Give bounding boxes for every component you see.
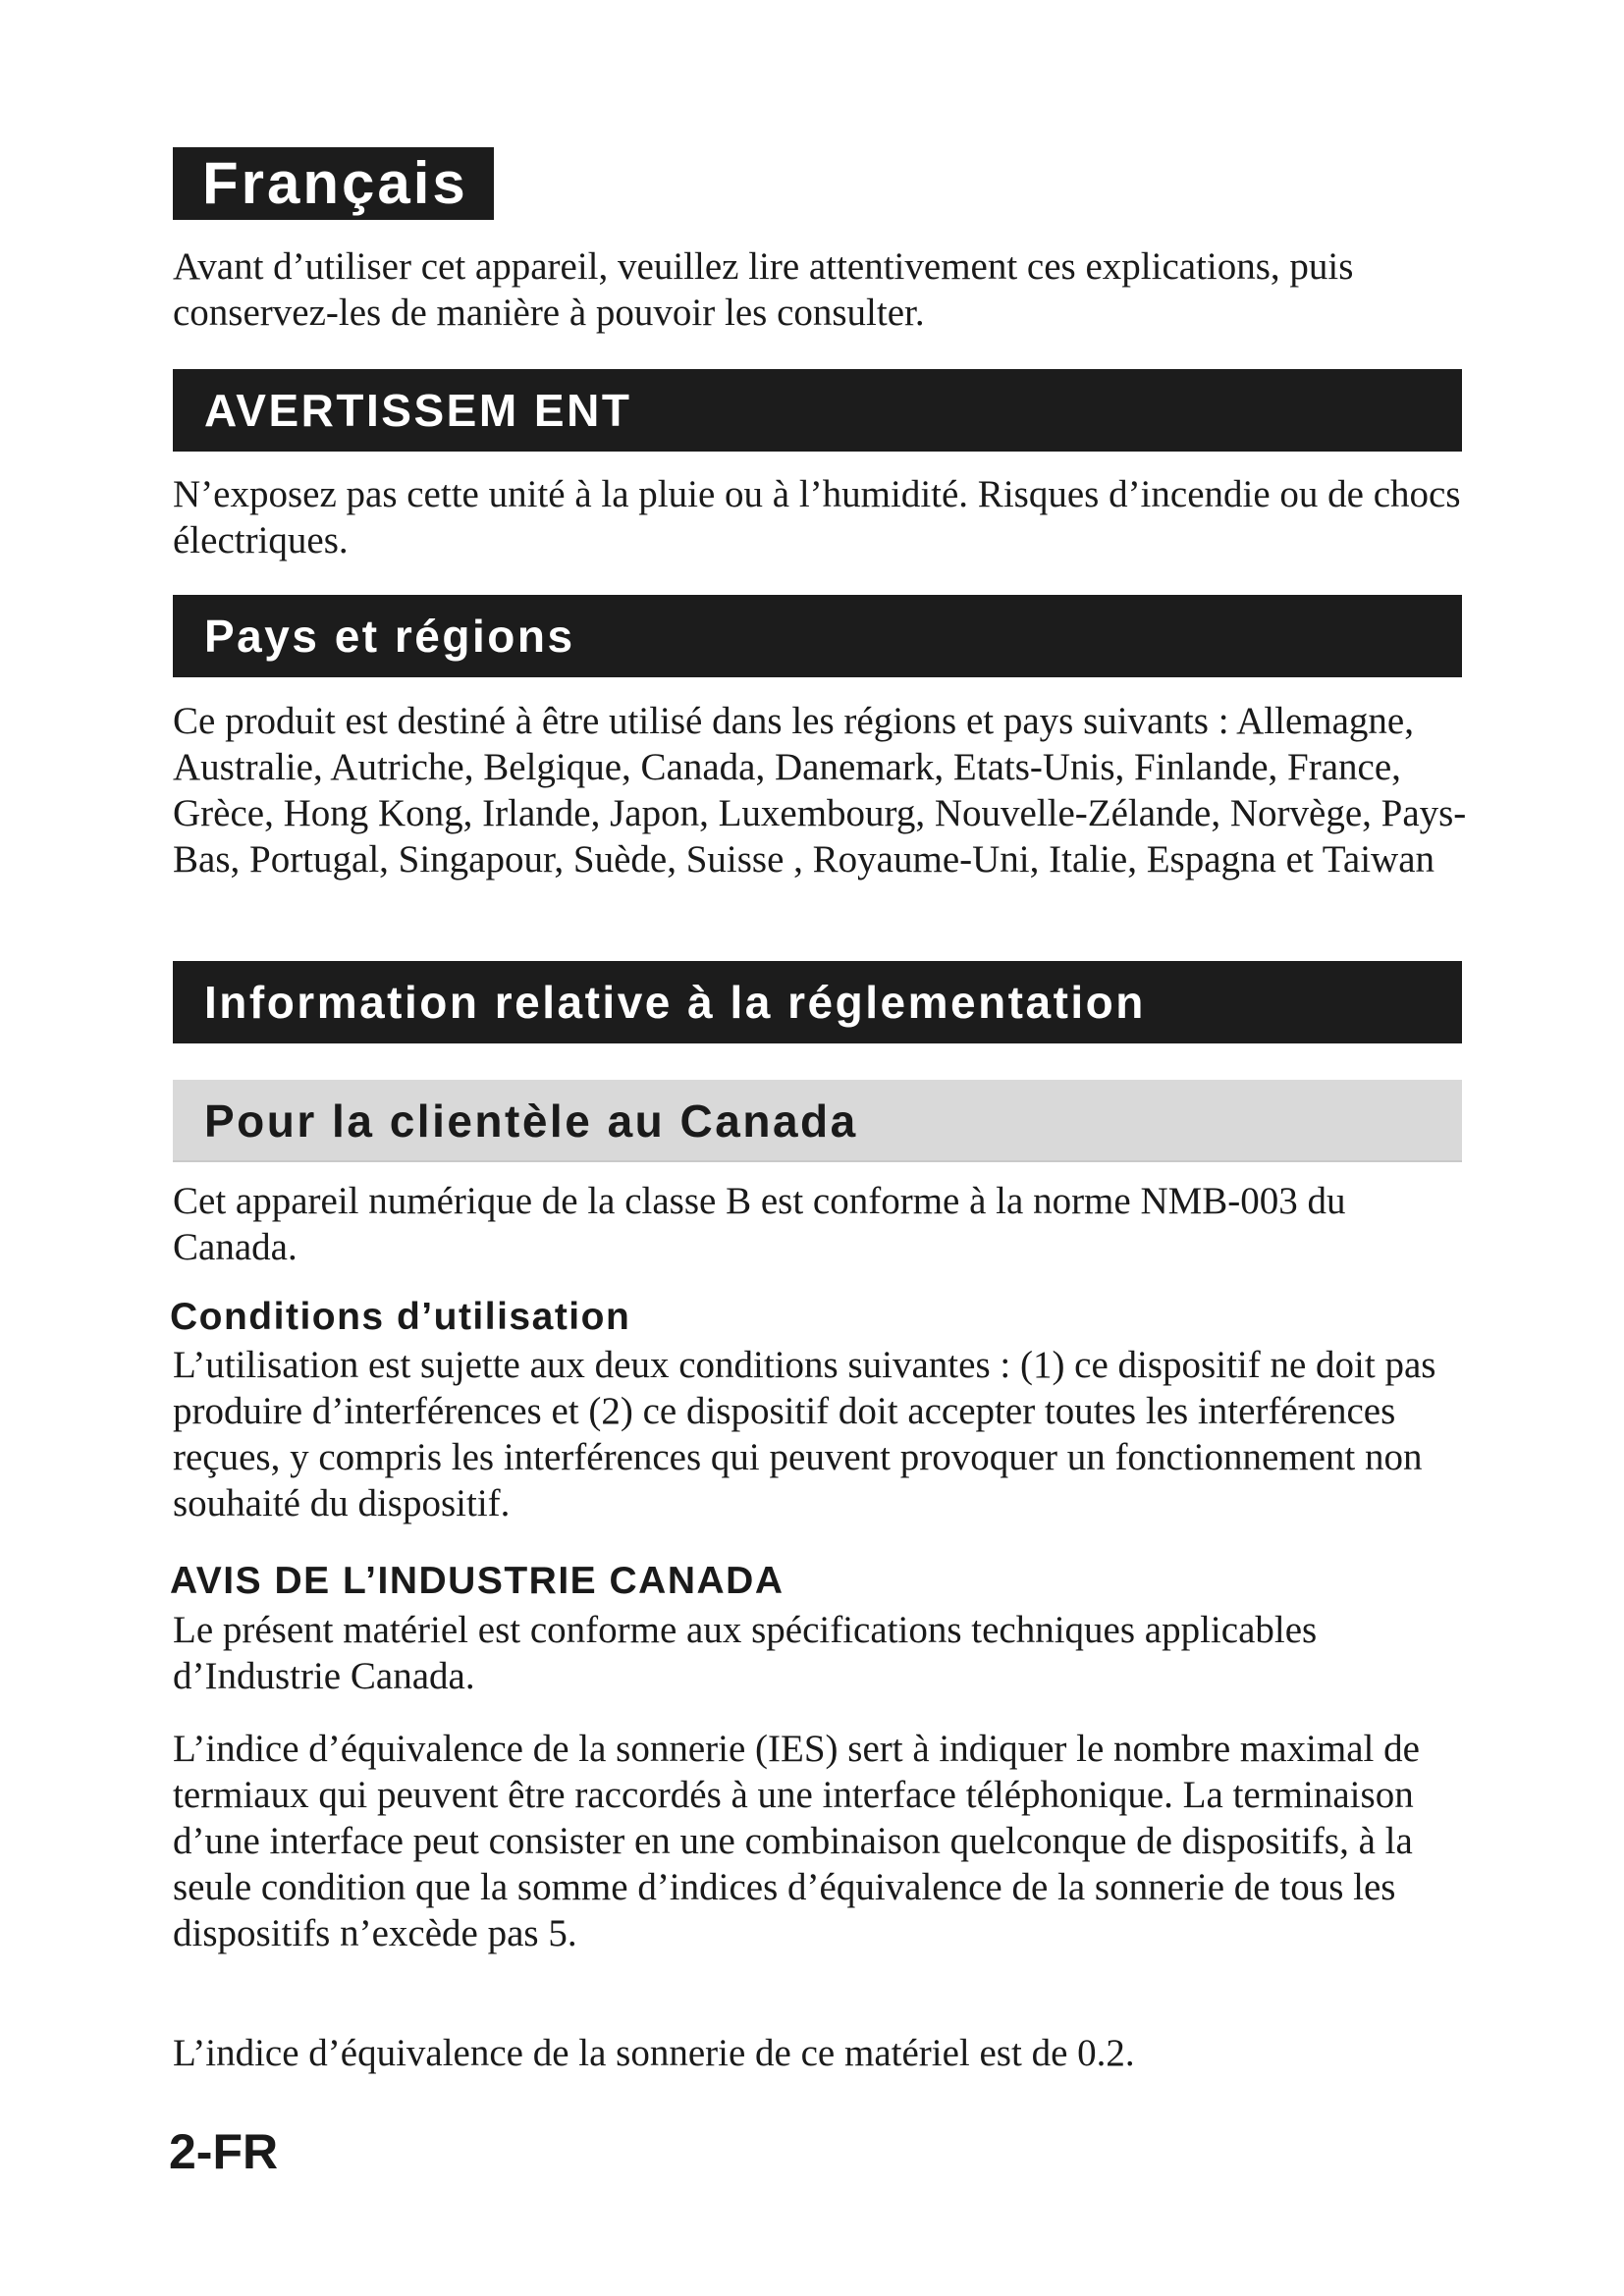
intro-paragraph: Avant d’utiliser cet appareil, veuillez lire attentivement ces explications, puis conservez-les de manière à pouvoir les consulter. bbox=[173, 245, 1354, 334]
canada-paragraph: Cet appareil numérique de la classe B est conforme à la norme NMB-003 du Canada. bbox=[173, 1180, 1346, 1268]
conditions-heading: Conditions d’utilisation bbox=[170, 1296, 631, 1338]
ies-value-paragraph: L’indice d’équivalence de la sonnerie de ce matériel est de 0.2. bbox=[173, 2032, 1135, 2074]
language-tab: Français bbox=[173, 147, 494, 220]
warning-paragraph: N’exposez pas cette unité à la pluie ou à l’humidité. Risques d’incendie ou de chocs électriques. bbox=[173, 473, 1461, 561]
subsection-header-canada: Pour la clientèle au Canada bbox=[173, 1080, 1462, 1162]
industry-canada-heading: AVIS DE L’INDUSTRIE CANADA bbox=[170, 1560, 785, 1602]
page-number: 2-FR bbox=[169, 2124, 279, 2179]
countries-paragraph: Ce produit est destiné à être utilisé dans les régions et pays suivants : Allemagne, Australie, Autriche, Belgique, Canada, Danemark, Etats-Unis, Finlande, France, Grèce, Hong Kong, Irlande, Japon, Luxembourg, Nouvelle-Zélande, Norvège, Pays-Bas, Portugal, Singapour, Suède, Suisse , Royaume-Uni, Italie, Espagna et Taiwan bbox=[173, 700, 1467, 881]
ies-paragraph: L’indice d’équivalence de la sonnerie (IES) sert à indiquer le nombre maximal de termiaux qui peuvent être raccordés à une interface téléphonique. La terminaison d’une interface peut consister en une combinaison quelconque de dispositifs, à la seule condition que la somme d’indices d’équivalence de la sonnerie de tous les dispositifs n’excède pas 5. bbox=[173, 1728, 1420, 1954]
industry-canada-paragraph: Le présent matériel est conforme aux spécifications techniques applicables d’Industrie Canada. bbox=[173, 1609, 1318, 1697]
section-header-regulatory: Information relative à la réglementation bbox=[173, 961, 1462, 1043]
section-header-warning: AVERTISSEM ENT bbox=[173, 369, 1462, 452]
section-header-countries: Pays et régions bbox=[173, 595, 1462, 677]
conditions-paragraph: L’utilisation est sujette aux deux conditions suivantes : (1) ce dispositif ne doit pas produire d’interférences et (2) ce dispositif doit accepter toutes les interférences reçues, y compris les interférences qui peuvent provoquer un fonctionnement non souhaité du dispositif. bbox=[173, 1344, 1436, 1524]
